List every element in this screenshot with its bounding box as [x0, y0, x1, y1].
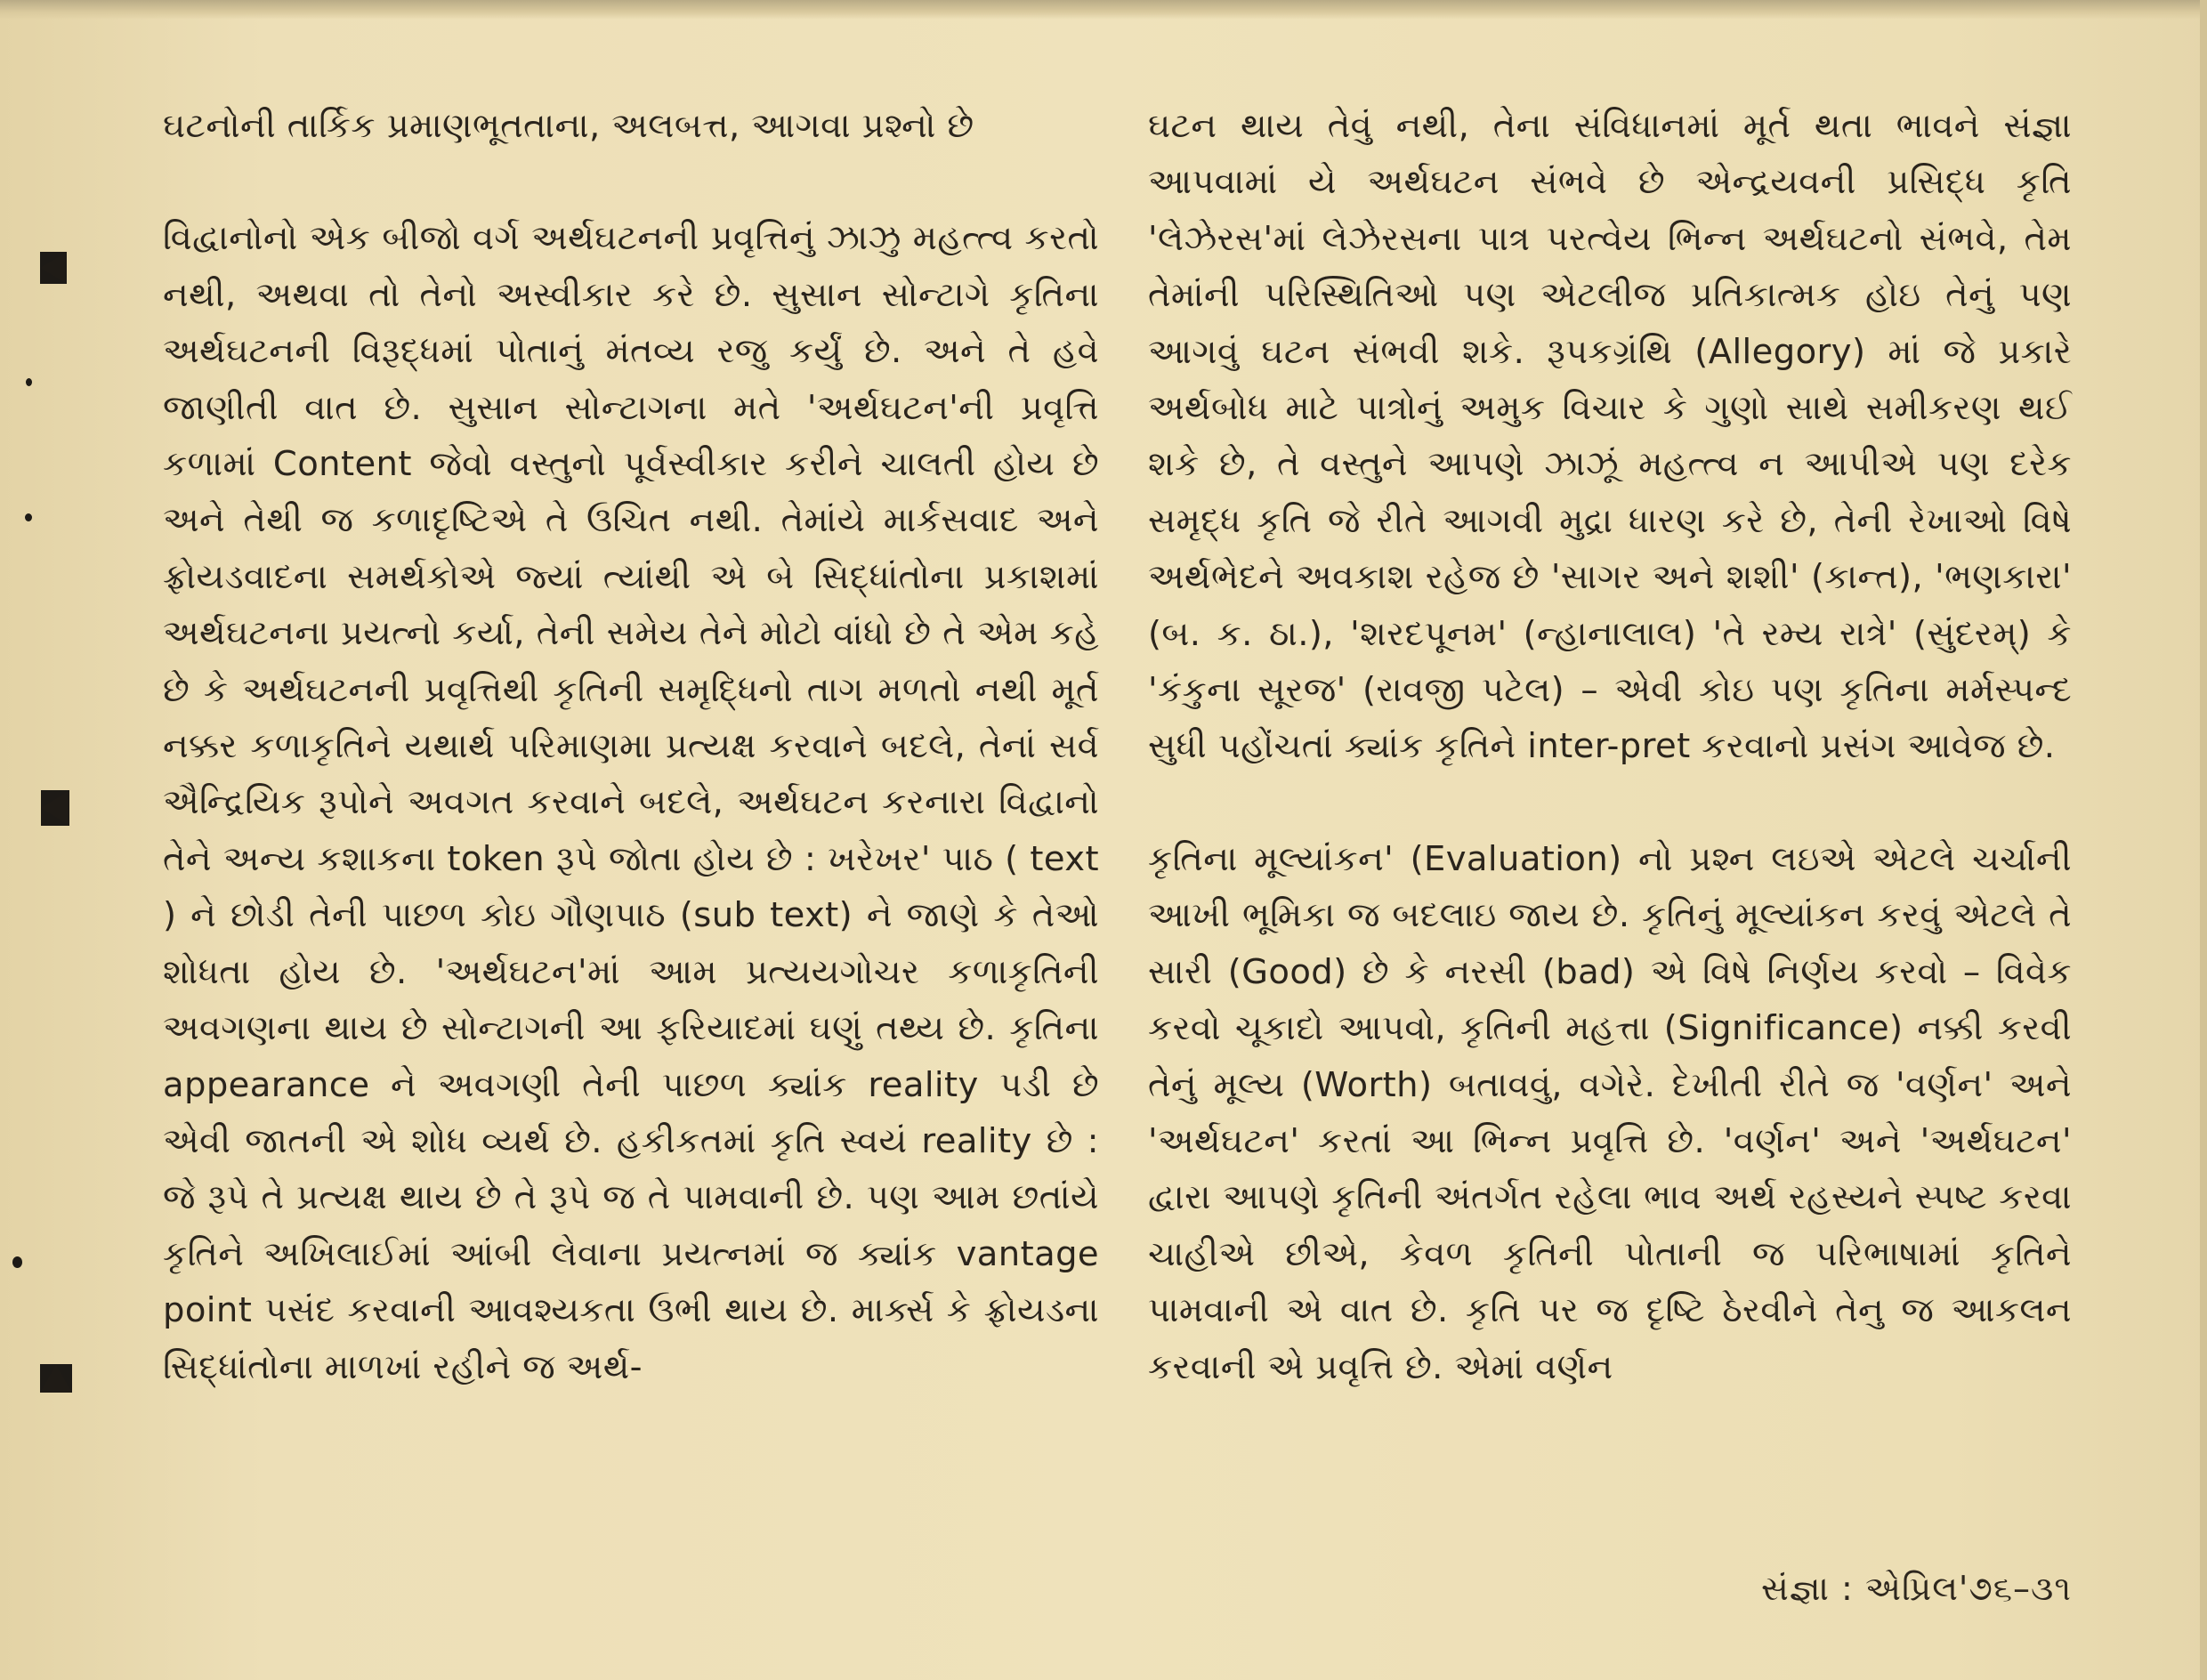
bird-ornament-icon — [40, 1364, 72, 1393]
bird-ornament-icon — [40, 252, 67, 284]
page-right-edge — [2200, 0, 2207, 1680]
ink-dot-icon — [25, 513, 32, 521]
right-text-column — [1148, 98, 2072, 1395]
left-paragraph-1: ઘટનોની તાર્કિક પ્રમાણભૂતતાના, અલબત્ત, આગવા પ્રશ્નો છે — [163, 106, 974, 146]
page-top-edge — [0, 0, 2207, 20]
ink-dot-icon — [26, 378, 32, 386]
right-paragraph-1: ઘટન થાય તેવું નથી, તેના સંવિધાનમાં મૂર્ત થતા ભાવને સંજ્ઞા આપવામાં યે અર્થઘટન સંભવે છે એન્દ્રયવની પ્રસિદ્ધ કૃતિ 'લેઝેરસ'માં લેઝેરસના પાત્ર પરત્વેય ભિન્ન અર્થઘટનો સંભવે, તેમ તેમાંની પરિસ્થિતિઓ પણ એટલીજ પ્રતિકાત્મક હોઇ તેનું પણ આગવું ઘટન સંભવી શકે. રૂપકગ્રંથિ (Allegory) માં જે પ્રકારે અર્થબોધ માટે પાત્રોનું અમુક વિચાર કે ગુણો સાથે સમીકરણ થઈ શકે છે, તે વસ્તુને આપણે ઝાઝૂં મહત્ત્વ ન આપીએ પણ દરેક સમૃદ્ધ કૃતિ જે રીતે આગવી મુદ્રા ધારણ કરે છે, તેની રેખાઓ વિષે અર્થભેદને અવકાશ રહેજ છે 'સાગર અને શશી' (કાન્ત), 'ભણકારા' (બ. ક. ઠા.), 'શરદપૂનમ' (ન્હાનાલાલ) 'તે રમ્ય રાત્રે' (સુંદરમ્) કે 'કંકુના સૂરજ' (રાવજી પટેલ) – એવી કોઇ પણ કૃતિના મર્મસ્પન્દ સુધી પહોંચતાં ક્યાંક કૃતિને inter-pret કરવાનો પ્રસંગ આવેજ છે. — [1148, 106, 2072, 767]
right-paragraph-2: કૃતિના મૂલ્યાંકન' (Evaluation) નો પ્રશ્ન લઇએ એટલે ચર્ચાની આખી ભૂમિકા જ બદલાઇ જાય છે. કૃતિનું મૂલ્યાંકન કરવું એટલે તે સારી (Good) છે કે નરસી (bad) એ વિષે નિર્ણય કરવો – વિવેક કરવો ચૂકાદો આપવો, કૃતિની મહત્તા (Significance) નક્કી કરવી તેનું મૂલ્ય (Worth) બતાવવું, વગેરે. દેખીતી રીતે જ 'વર્ણન' અને 'અર્થઘટન' કરતાં આ ભિન્ન પ્રવૃત્તિ છે. 'વર્ણન' અને 'અર્થઘટન' દ્વારા આપણે કૃતિની અંતર્ગત રહેલા ભાવ અર્થ રહસ્યને સ્પષ્ટ કરવા ચાહીએ છીએ, કેવળ કૃતિની પોતાની જ પરિભાષામાં કૃતિને પામવાની એ વાત છે. કૃતિ પર જ દૃષ્ટિ ઠેરવીને તેનુ જ આકલન કરવાની એ પ્રવૃત્તિ છે. એમાં વર્ણન — [1148, 838, 2072, 1387]
bird-ornament-icon — [41, 790, 69, 826]
ink-dot-icon — [12, 1256, 22, 1268]
left-text-column — [163, 98, 1099, 1395]
paragraph-gap — [1148, 775, 2072, 831]
page-footer: સંજ્ઞા : એપ્રિલ'૭૬–૩૧ — [1761, 1569, 2072, 1608]
left-paragraph-2: વિદ્વાનોનો એક બીજો વર્ગ અર્થઘટનની પ્રવૃત્તિનું ઝાઝુ મહત્ત્વ કરતો નથી, અથવા તો તેનો અસ્વીકાર કરે છે. સુસાન સોન્ટાગે કૃતિના અર્થઘટનની વિરૂદ્ધમાં પોતાનું મંતવ્ય રજુ કર્યું છે. અને તે હવે જાણીતી વાત છે. સુસાન સોન્ટાગના મતે 'અર્થઘટન'ની પ્રવૃત્તિ કળામાં Content જેવો વસ્તુનો પૂર્વસ્વીકાર કરીને ચાલતી હોય છે અને તેથી જ કળાદૃષ્ટિએ તે ઉચિત નથી. તેમાંયે માર્કસવાદ અને ફ્રોયડવાદના સમર્થકોએ જ્યાં ત્યાંથી એ બે સિદ્ધાંતોના પ્રકાશમાં અર્થઘટનના પ્રયત્નો કર્યા, તેની સમેય તેને મોટો વાંધો છે તે એમ કહે છે કે અર્થઘટનની પ્રવૃત્તિથી કૃતિની સમૃદ્ધિનો તાગ મળતો નથી મૂર્ત નક્કર કળાકૃતિને યથાર્થ પરિમાણમા પ્રત્યક્ષ કરવાને બદલે, તેનાં સર્વ ઐન્દ્રિયિક રૂપોને અવગત કરવાને બદલે, અર્થઘટન કરનારા વિદ્વાનો તેને અન્ય કશાકના token રૂપે જોતા હોય છે : ખરેખર' પાઠ ( text ) ને છોડી તેની પાછળ કોઇ ગૌણપાઠ (sub text) ને જાણે કે તેઓ શોધતા હોય છે. 'અર્થઘટન'માં આમ પ્રત્યયગોચર કળાકૃતિની અવગણના થાય છે સોન્ટાગની આ ફરિયાદમાં ઘણું તથ્ય છે. કૃતિના appearance ને અવગણી તેની પાછળ ક્યાંક reality પડી છે એવી જાતની એ શોધ વ્યર્થ છે. હકીકતમાં કૃતિ સ્વયં reality છે : જે રૂપે તે પ્રત્યક્ષ થાય છે તે રૂપે જ તે પામવાની છે. પણ આમ છતાંયે કૃતિને અખિલાઈમાં આંબી લેવાના પ્રયત્નમાં જ ક્યાંક vantage point પસંદ કરવાની આવશ્યકતા ઉભી થાય છે. માર્ક્સ કે ફ્રોયડના સિદ્ધાંતોના માળખાં રહીને જ અર્થ- — [163, 218, 1099, 1387]
paragraph-gap — [163, 154, 1099, 210]
